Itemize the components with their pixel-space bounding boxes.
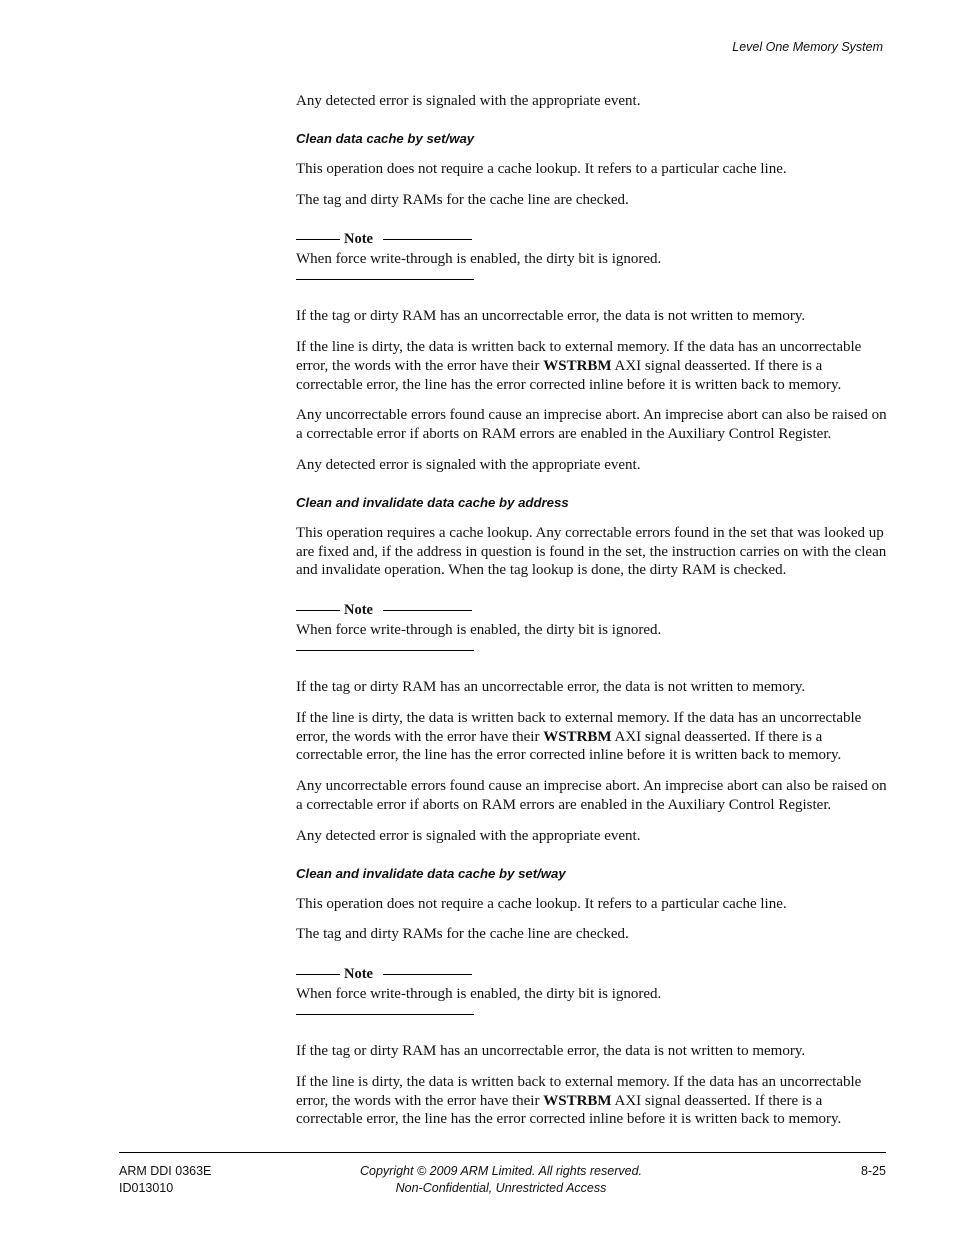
note-rule-left — [296, 974, 340, 975]
footer-legal — [351, 1163, 651, 1196]
note-text: When force write-through is enabled, the dirty bit is ignored. — [296, 622, 662, 639]
signal-name: WSTRBM — [543, 1092, 612, 1109]
note-rule-bottom — [296, 650, 474, 651]
section-heading: Clean and invalidate data cache by set/way — [296, 865, 566, 881]
note-rule-right — [383, 239, 472, 240]
text-run: If the line is dirty, the data is written back to external memory. If the data has an uncorrectable error, the words with the error have their — [296, 338, 862, 374]
paragraph: If the tag or dirty RAM has an uncorrectable error, the data is not written to memory. — [296, 678, 806, 695]
page-content — [296, 92, 888, 1141]
note-box — [296, 965, 662, 1015]
section-heading: Clean and invalidate data cache by address — [296, 494, 569, 510]
footer-confidentiality: Non-Confidential, Unrestricted Access — [395, 1180, 607, 1195]
paragraph: If the tag or dirty RAM has an uncorrectable error, the data is not written to memory. — [296, 1042, 806, 1059]
note-label: Note — [344, 601, 373, 618]
paragraph: Any detected error is signaled with the appropriate event. — [296, 456, 641, 473]
text-run: If the line is dirty, the data is written back to external memory. If the data has an uncorrectable error, the words with the error have their — [296, 1073, 862, 1109]
text-run: AXI signal deasserted. If there is a correctable error, the line has the error corrected inline before it is written back to memory. — [296, 1092, 842, 1128]
footer-issue-id: ID013010 — [119, 1180, 174, 1195]
footer-doc-ids — [119, 1163, 211, 1196]
note-rule-bottom — [296, 1014, 474, 1015]
running-header: Level One Memory System — [732, 40, 883, 54]
text-run: AXI signal deasserted. If there is a correctable error, the line has the error corrected inline before it is written back to memory. — [296, 357, 842, 393]
paragraph: If the tag or dirty RAM has an uncorrectable error, the data is not written to memory. — [296, 308, 806, 325]
footer-copyright: Copyright © 2009 ARM Limited. All rights reserved. — [359, 1164, 642, 1178]
paragraph: This operation does not require a cache lookup. It refers to a particular cache line. — [296, 160, 787, 177]
paragraph: This operation does not require a cache lookup. It refers to a particular cache line. — [296, 895, 787, 912]
note-header — [296, 601, 474, 619]
paragraph: Any detected error is signaled with the appropriate event. — [296, 93, 641, 109]
text-run: If the line is dirty, the data is written back to external memory. If the data has an uncorrectable error, the words with the error have their — [296, 709, 862, 745]
section-heading: Clean data cache by set/way — [296, 130, 475, 146]
note-box — [296, 601, 662, 651]
paragraph — [296, 1073, 888, 1129]
note-label: Note — [344, 965, 373, 982]
paragraph — [296, 338, 888, 394]
paragraph: Any detected error is signaled with the appropriate event. — [296, 827, 641, 844]
signal-name: WSTRBM — [543, 728, 612, 745]
paragraph — [296, 709, 888, 765]
paragraph: Any uncorrectable errors found cause an imprecise abort. An imprecise abort can also be raised on a correctable error if aborts on RAM errors are enabled in the Auxiliary Control Register. — [296, 407, 887, 443]
note-rule-bottom — [296, 279, 474, 280]
note-text: When force write-through is enabled, the dirty bit is ignored. — [296, 251, 662, 268]
note-text: When force write-through is enabled, the dirty bit is ignored. — [296, 986, 662, 1003]
footer-rule — [119, 1152, 886, 1153]
footer-doc-id: ARM DDI 0363E — [119, 1164, 212, 1178]
note-header — [296, 230, 474, 248]
note-rule-left — [296, 610, 340, 611]
paragraph: The tag and dirty RAMs for the cache line are checked. — [296, 926, 629, 943]
paragraph: The tag and dirty RAMs for the cache line are checked. — [296, 191, 629, 208]
note-box — [296, 230, 662, 280]
note-rule-left — [296, 239, 340, 240]
paragraph: Any uncorrectable errors found cause an imprecise abort. An imprecise abort can also be raised on a correctable error if aborts on RAM errors are enabled in the Auxiliary Control Register. — [296, 778, 887, 813]
note-rule-right — [383, 610, 472, 611]
note-label: Note — [344, 230, 373, 247]
text-run: AXI signal deasserted. If there is a correctable error, the line has the error corrected inline before it is written back to memory. — [296, 728, 842, 764]
note-rule-right — [383, 974, 472, 975]
signal-name: WSTRBM — [543, 357, 612, 374]
note-header — [296, 965, 474, 983]
footer-page-number: 8-25 — [860, 1164, 886, 1178]
paragraph: This operation requires a cache lookup. Any correctable errors found in the set that was looked up are fixed and, if the address in question is found in the set, the instruction carries on with the clean and invalidate operation. When the tag lookup is done, the dirty RAM is checked. — [296, 524, 887, 579]
